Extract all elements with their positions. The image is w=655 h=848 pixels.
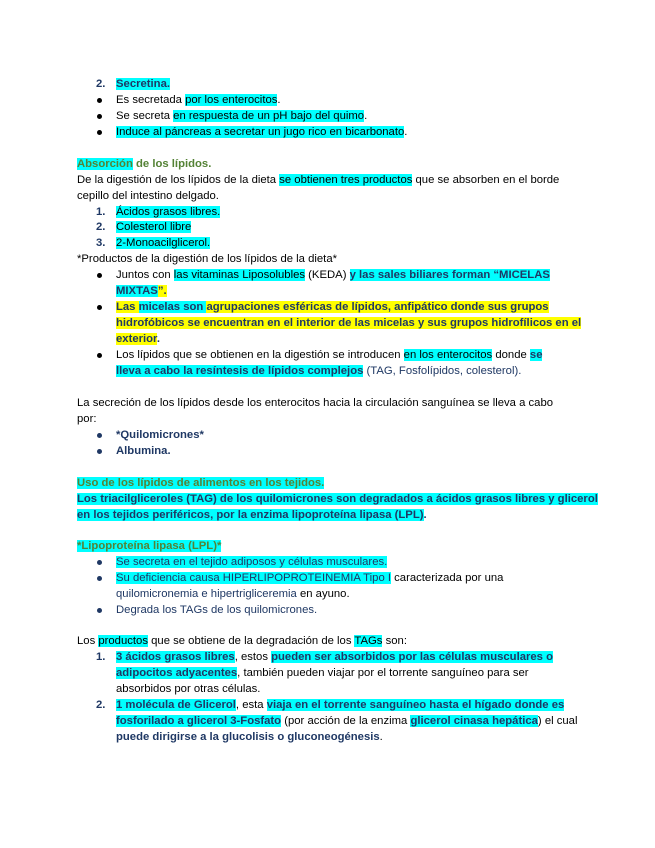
list-item-continuation: quilomicronemia e hipertrigliceremia en ayuno. xyxy=(116,588,350,600)
paragraph-line: Los productos que se obtiene de la degradación de los TAGs son: xyxy=(77,635,407,647)
list-item: *Quilomicrones* xyxy=(116,429,204,441)
list-item-continuation: hidrofóbicos se encuentran en el interior de las micelas y sus grupos hidrofílicos en el xyxy=(116,317,582,329)
list-item-continuation: adipocitos adyacentes, también pueden viajar por el torrente sanguíneo para ser xyxy=(116,667,529,679)
section-heading: Uso de los lípidos de alimentos en los tejidos. xyxy=(77,477,325,489)
list-item: 1 molécula de Glicerol, esta viaja en el torrente sanguíneo hasta el hígado donde es xyxy=(116,699,565,711)
list-number: 1. xyxy=(96,651,106,663)
list-item: 2-Monoacilglicerol. xyxy=(116,237,211,249)
list-item-continuation: fosforilado a glicerol 3-Fosfato (por acción de la enzima glicerol cinasa hepática) el cual xyxy=(116,715,578,727)
list-item: Induce al páncreas a secretar un jugo rico en bicarbonato. xyxy=(116,126,408,138)
list-item: Los lípidos que se obtienen en la digestión se introducen en los enterocitos donde se xyxy=(116,349,543,361)
bullet xyxy=(97,114,102,119)
bullet xyxy=(97,98,102,103)
bullet xyxy=(97,305,102,310)
list-number: 2. xyxy=(96,78,106,90)
paragraph-line: por: xyxy=(77,413,97,425)
list-item-continuation: absorbidos por otras células. xyxy=(116,683,261,695)
bullet xyxy=(97,608,102,613)
list-item: Se secreta en el tejido adiposos y células musculares. xyxy=(116,556,388,568)
list-item-continuation: puede dirigirse a la glucolisis o gluconeogénesis. xyxy=(116,731,383,743)
list-item: Albumina. xyxy=(116,445,171,457)
list-number: 1. xyxy=(96,206,106,218)
list-item: Juntos con las vitaminas Liposolubles (KEDA) y las sales biliares forman “MICELAS xyxy=(116,269,550,281)
bullet xyxy=(97,273,102,278)
bullet xyxy=(97,576,102,581)
list-item: Su deficiencia causa HIPERLIPOPROTEINEMIA Tipo I caracterizada por una xyxy=(116,572,504,584)
paragraph-line: Los triacilgliceroles (TAG) de los quilomicrones son degradados a ácidos grasos libres y glicerol xyxy=(77,493,598,505)
list-item: 3 ácidos grasos libres, estos pueden ser absorbidos por las células musculares o xyxy=(116,651,554,663)
section-title: Secretina. xyxy=(116,78,171,90)
paragraph-line: De la digestión de los lípidos de la dieta se obtienen tres productos que se absorben en el borde xyxy=(77,174,560,186)
paragraph-line: cepillo del intestino delgado. xyxy=(77,190,219,202)
paragraph-line: La secreción de los lípidos desde los enterocitos hacia la circulación sanguínea se lleva a cabo xyxy=(77,397,554,409)
list-number: 2. xyxy=(96,699,106,711)
list-number: 3. xyxy=(96,237,106,249)
note-line: *Productos de la digestión de los lípidos de la dieta* xyxy=(77,253,337,265)
section-heading: *Lipoproteína lipasa (LPL)* xyxy=(77,540,222,552)
bullet xyxy=(97,449,102,454)
list-item: Degrada los TAGs de los quilomicrones. xyxy=(116,604,318,616)
bullet xyxy=(97,433,102,438)
list-item: Las micelas son agrupaciones esféricas de lípidos, anfipático donde sus grupos xyxy=(116,301,549,313)
section-heading: Absorción de los lípidos. xyxy=(77,158,212,170)
list-item-continuation: exterior. xyxy=(116,333,160,345)
list-item-continuation: MIXTAS”. xyxy=(116,285,167,297)
list-item-continuation: lleva a cabo la resíntesis de lípidos complejos (TAG, Fosfolípidos, colesterol). xyxy=(116,365,522,377)
list-number: 2. xyxy=(96,221,106,233)
paragraph-line: en los tejidos periféricos, por la enzima lipoproteína lipasa (LPL). xyxy=(77,509,427,521)
list-item: Ácidos grasos libres. xyxy=(116,206,221,218)
bullet xyxy=(97,560,102,565)
list-item: Colesterol libre xyxy=(116,221,192,233)
list-item: Se secreta en respuesta de un pH bajo del quimo. xyxy=(116,110,368,122)
list-item: Es secretada por los enterocitos. xyxy=(116,94,281,106)
bullet xyxy=(97,130,102,135)
bullet xyxy=(97,353,102,358)
